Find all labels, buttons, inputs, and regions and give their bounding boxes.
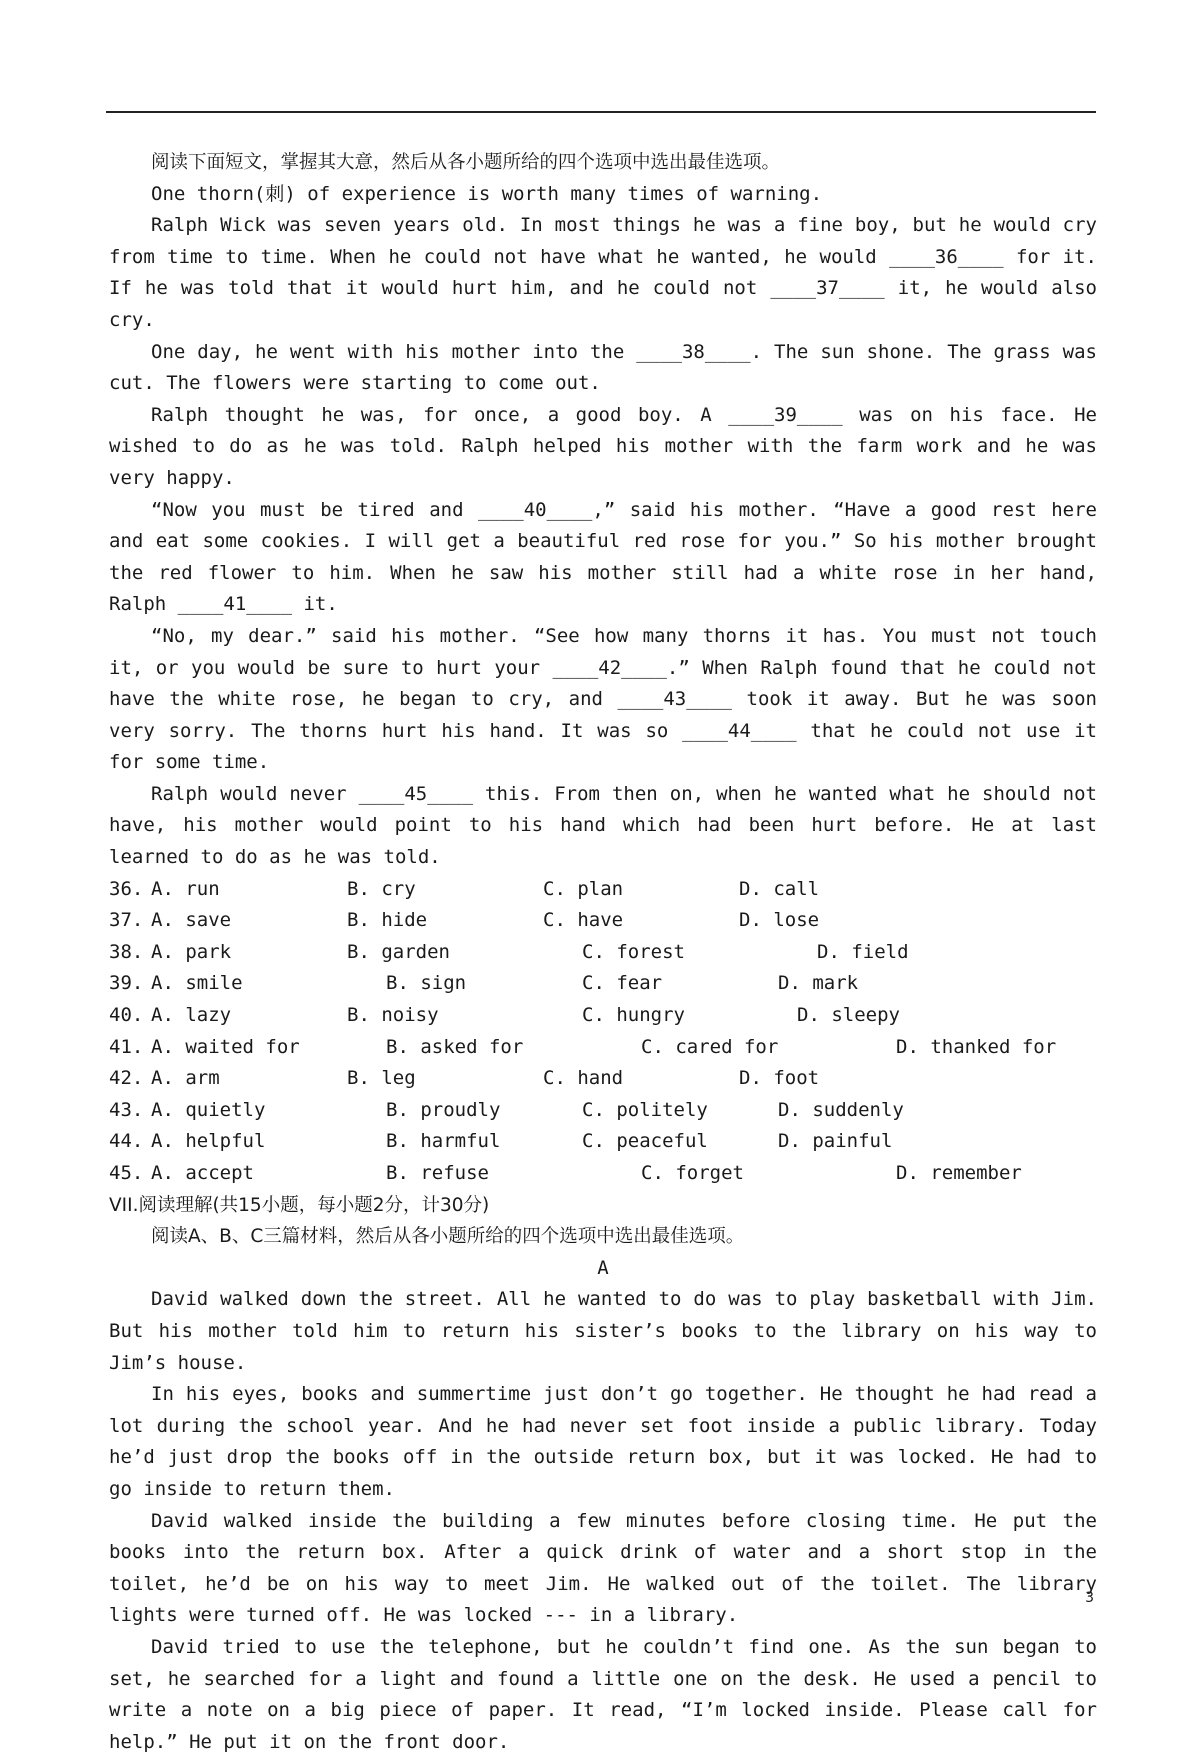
option-d: D. field [817, 940, 909, 963]
question-list [109, 874, 1097, 1190]
question-row [109, 937, 1097, 969]
cloze-paragraph: Ralph Wick was seven years old. In most things he was a fine boy, but he would cry from time to time. When he could not have what he wanted, he would ____36____ for it. If he was told that it would hurt him, and he could not ____37____ it, he would also cry. [109, 214, 1097, 331]
option-a: A. accept [151, 1162, 254, 1184]
question-number: 42. [109, 1067, 144, 1090]
option-c: C. have [543, 909, 624, 932]
question-number: 43. [109, 1098, 144, 1121]
question-number: 37. [109, 909, 144, 932]
question-number: 41. [109, 1035, 144, 1058]
header-rule [106, 111, 1096, 113]
question-row [109, 1095, 1097, 1127]
option-c: C. cared for [641, 1035, 779, 1058]
question-number: 45. [109, 1162, 144, 1184]
question-row [109, 905, 1097, 937]
question-number: 36. [109, 877, 144, 900]
cloze-paragraph: Ralph would never ____45____ this. From then on, when he wanted what he should not have, his mother would point to his hand which had been hurt before. He at last learned to do as he was told. [109, 782, 1097, 869]
option-b: B. harmful [386, 1130, 501, 1153]
question-row [109, 1063, 1097, 1095]
option-b: B. refuse [386, 1162, 489, 1184]
option-d: D. lose [739, 909, 820, 932]
page-content [109, 147, 1097, 1758]
option-c: C. hand [543, 1067, 624, 1090]
question-number: 39. [109, 972, 144, 995]
option-b: B. garden [347, 940, 450, 963]
option-b: B. sign [386, 972, 467, 995]
option-b: B. asked for [386, 1035, 524, 1058]
cloze-paragraph: “Now you must be tired and ____40____,” said his mother. “Have a good rest here and eat some cookies. I will get a beautiful red rose for you.” So his mother brought the red flower to him. When he saw his mother still had a white rose in her hand, Ralph ____41____ it. [109, 498, 1097, 616]
option-b: B. cry [347, 877, 416, 900]
option-d: D. foot [739, 1067, 820, 1090]
question-row [109, 968, 1097, 1000]
reading-paragraph: David tried to use the telephone, but he couldn’t find one. As the sun began to set, he searched for a light and found a little one on the desk. He used a pencil to write a note on a big piece of paper. It read, “I’m locked inside. Please call for help.” He put it on the front door. [109, 1635, 1097, 1753]
question-row [109, 1000, 1097, 1032]
cloze-paragraph: Ralph thought he was, for once, a good boy. A ____39____ was on his face. He wished to do as he was told. Ralph helped his mother with the farm work and he was very happy. [109, 403, 1097, 489]
option-a: A. lazy [151, 1004, 232, 1027]
question-row [109, 874, 1097, 906]
option-d: D. mark [778, 972, 859, 995]
option-b: B. proudly [386, 1098, 501, 1121]
option-b: B. hide [347, 909, 428, 932]
question-number: 44. [109, 1130, 144, 1153]
option-d: D. sleepy [797, 1004, 900, 1027]
page-number: 3 [1085, 1590, 1094, 1606]
cloze-instruction: 阅读下面短文，掌握其大意，然后从各小题所给的四个选项中选出最佳选项。 [151, 152, 781, 173]
question-row [109, 1032, 1097, 1064]
option-a: A. arm [151, 1067, 220, 1090]
option-a: A. helpful [151, 1130, 266, 1153]
question-number: 38. [109, 940, 144, 963]
option-c: C. plan [543, 877, 624, 900]
option-a: A. waited for [151, 1035, 300, 1058]
option-a: A. quietly [151, 1098, 266, 1121]
option-d: D. call [739, 877, 820, 900]
option-b: B. noisy [347, 1004, 439, 1027]
option-c: C. forest [582, 940, 685, 963]
option-d: D. painful [778, 1130, 893, 1153]
reading-paragraph: In his eyes, books and summertime just don’t go together. He thought he had read a lot during the school year. And he had never set foot inside a public library. Today he’d just drop the books off in the outside return box, but it was locked. He had to go inside to return them. [109, 1383, 1097, 1500]
option-a: A. run [151, 877, 220, 900]
option-d: D. remember [896, 1162, 1022, 1184]
option-c: C. politely [582, 1098, 708, 1121]
option-c: C. peaceful [582, 1130, 708, 1153]
cloze-title: One thorn(刺) of experience is worth many times of warning. [151, 182, 823, 205]
reading-paragraph: David walked inside the building a few minutes before closing time. He put the books into the return box. After a quick drink of water and a short stop in the toilet, he’d be on his way to meet Jim. He walked out of the toilet. The library lights were turned off. He was locked --- in a library. [109, 1509, 1097, 1627]
cloze-paragraph: One day, he went with his mother into the ____38____. The sun shone. The grass was cut. The flowers were starting to come out. [109, 340, 1097, 395]
question-number: 40. [109, 1004, 144, 1027]
option-c: C. forget [641, 1162, 744, 1184]
option-d: D. suddenly [778, 1098, 904, 1121]
option-b: B. leg [347, 1067, 416, 1090]
section-title: VII.阅读理解(共15小题，每小题2分，计30分) [109, 1194, 490, 1216]
option-c: C. fear [582, 972, 663, 995]
option-a: A. save [151, 909, 232, 932]
option-a: A. park [151, 940, 232, 963]
question-row [109, 1126, 1097, 1158]
question-row [109, 1158, 1097, 1190]
reading-instruction: 阅读A、B、C三篇材料，然后从各小题所给的四个选项中选出最佳选项。 [151, 1226, 745, 1248]
option-d: D. thanked for [896, 1035, 1057, 1058]
option-a: A. smile [151, 972, 243, 995]
passage-label: A [597, 1256, 609, 1279]
option-c: C. hungry [582, 1004, 685, 1027]
reading-paragraph: David walked down the street. All he wanted to do was to play basketball with Jim. But his mother told him to return his sister’s books to the library on his way to Jim’s house. [109, 1288, 1097, 1374]
cloze-paragraph: “No, my dear.” said his mother. “See how many thorns it has. You must not touch it, or you would be sure to hurt your ____42____.” When Ralph found that he could not have the white rose, he began to cry, and ____43____ took it away. But he was soon very sorry. The thorns hurt his hand. It was so ____44____ that he could not use it for some time. [109, 624, 1097, 774]
